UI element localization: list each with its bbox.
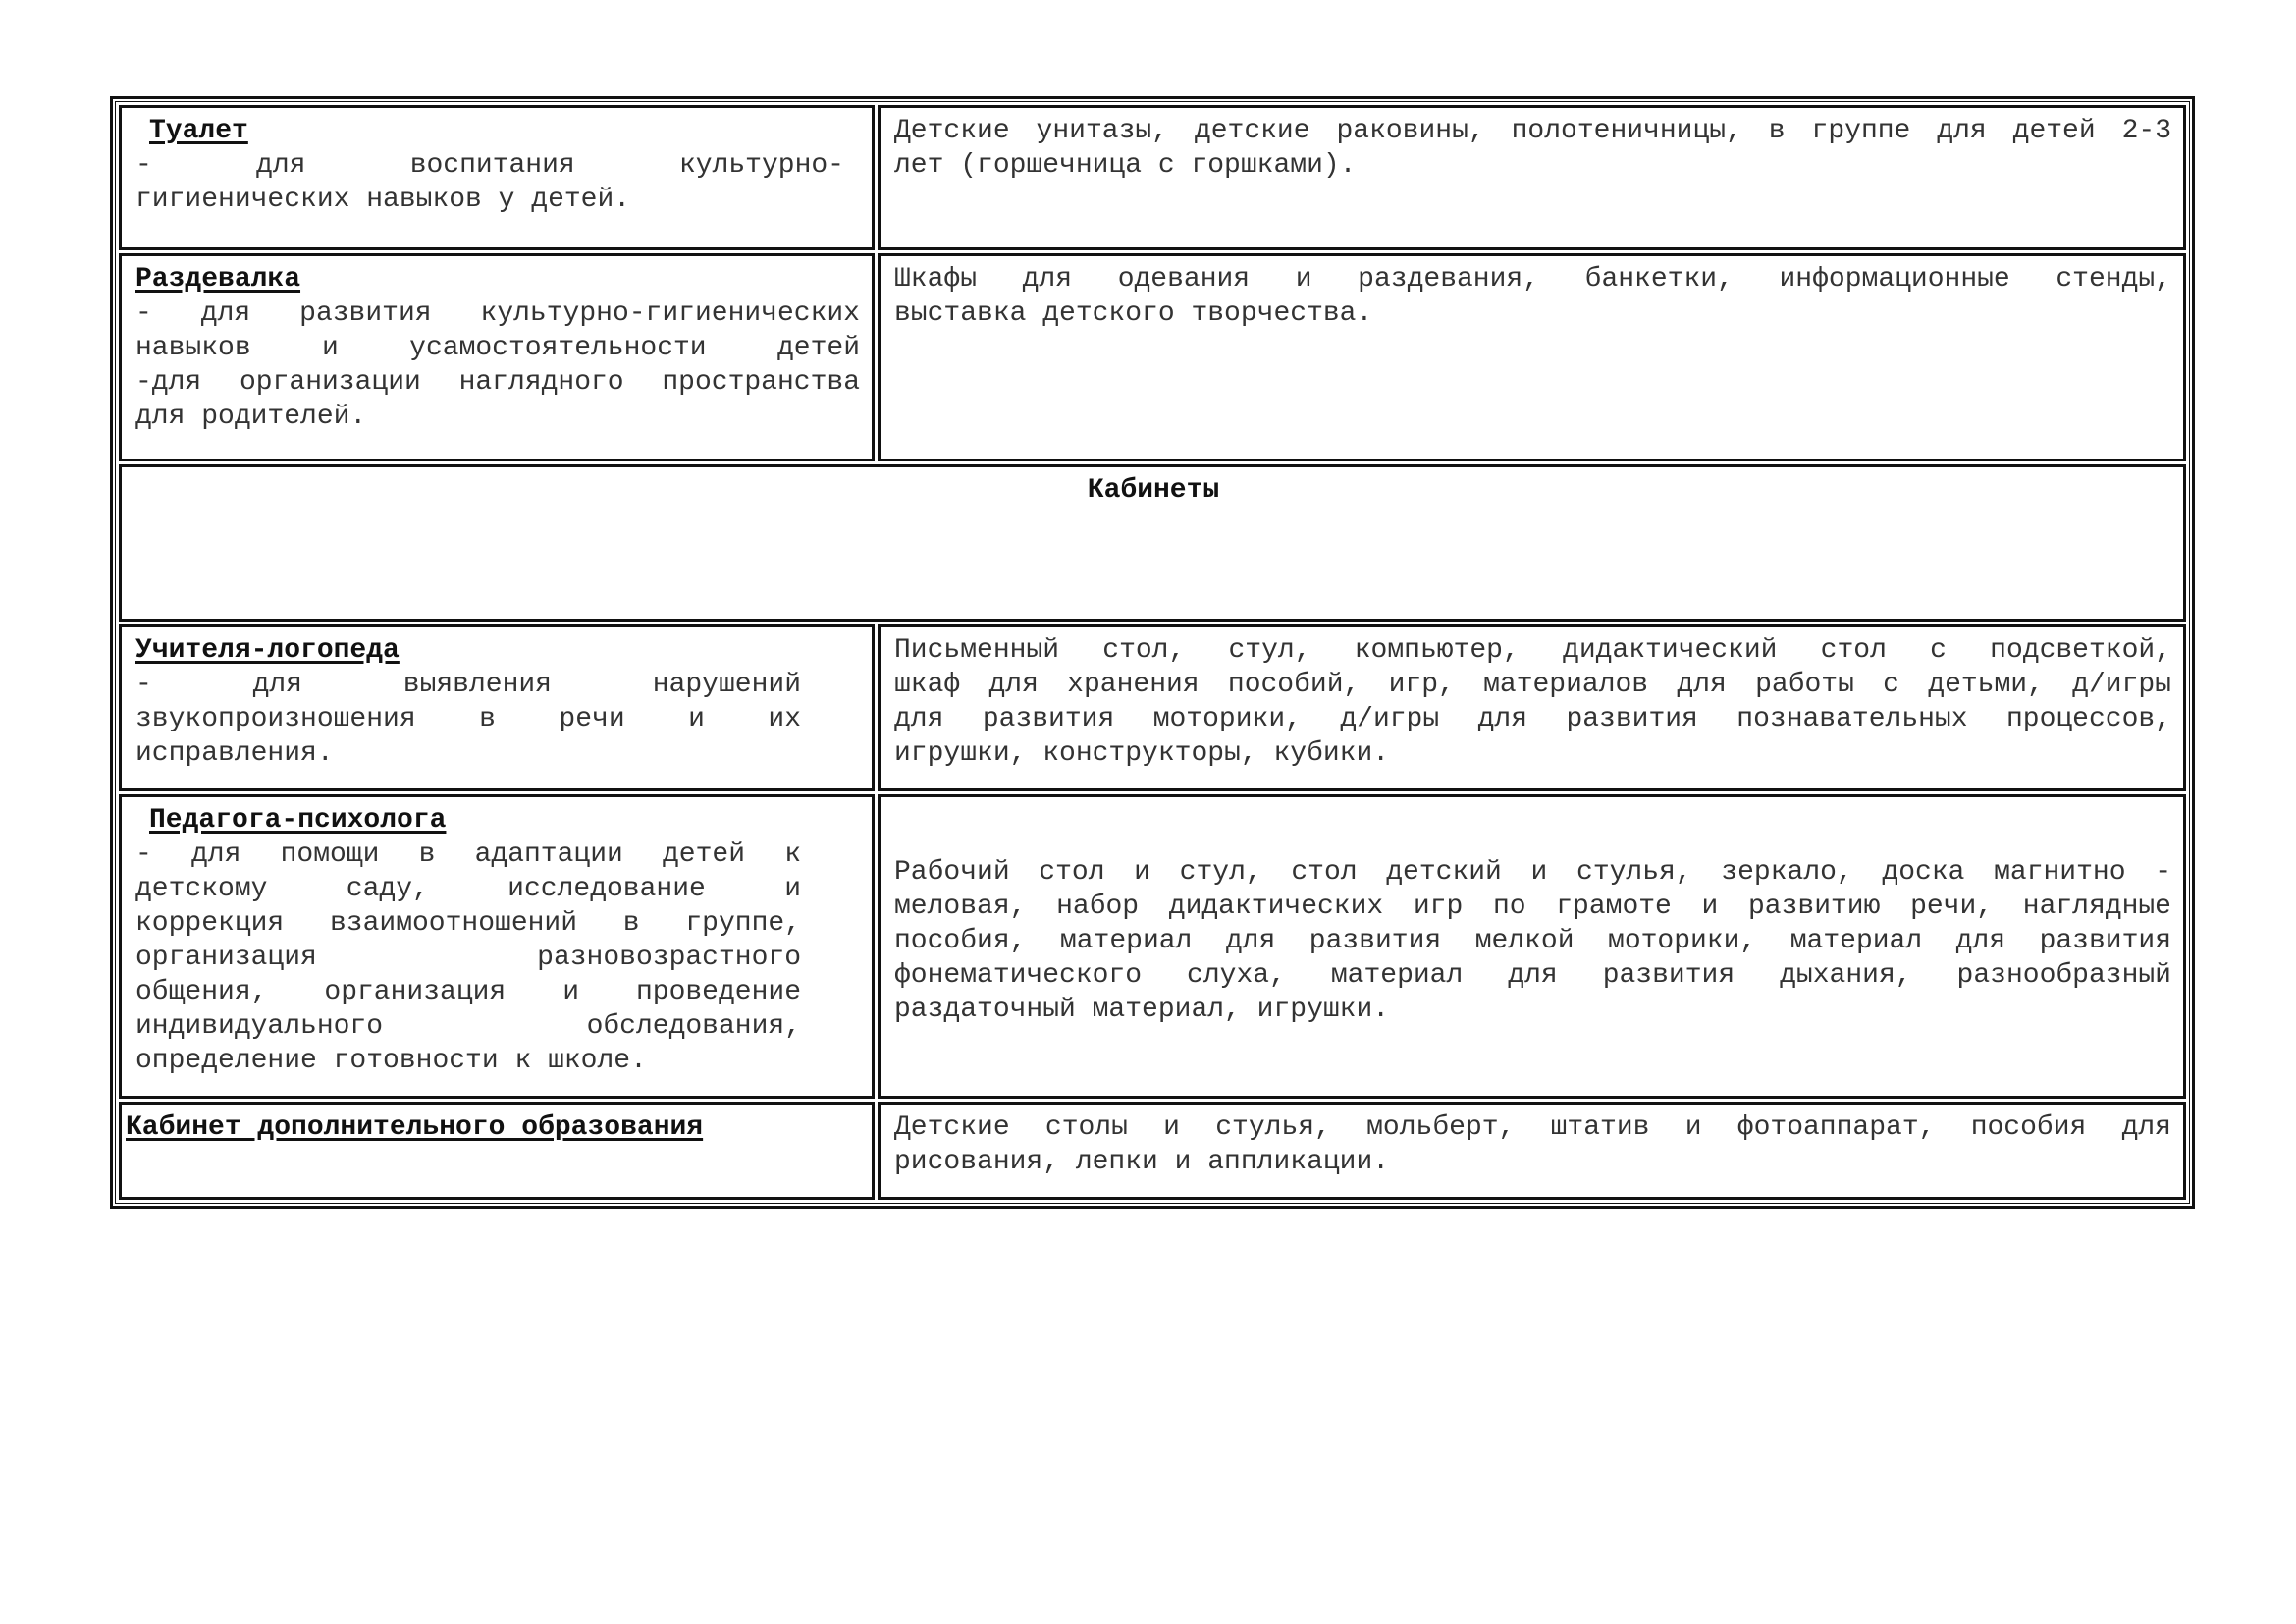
premise-title: Туалет [149, 116, 248, 146]
equipment-cell [878, 105, 2186, 250]
premise-title: Кабинет дополнительного образования [126, 1112, 704, 1143]
equipment-cell [878, 253, 2186, 461]
equipment-line: Детские столы и стулья, мольберт, штатив и фотоаппарат, пособия для [894, 1112, 2171, 1143]
table-row [119, 794, 2186, 1099]
premises-table [112, 98, 2193, 1207]
purpose-line: организация разновозрастного [135, 943, 801, 973]
premise-cell [119, 105, 875, 250]
purpose-line: звукопроизношения в речи и их [135, 704, 801, 734]
purpose-line: - для помощи в адаптации детей к [135, 839, 801, 870]
equipment-line: для развития моторики, д/игры для развития познавательных процессов, [894, 704, 2171, 734]
equipment-line: рисования, лепки и аппликации. [894, 1147, 1390, 1177]
purpose-line: - для развития культурно-гигиенических [135, 298, 860, 329]
equipment-line: игрушки, конструкторы, кубики. [894, 738, 1390, 769]
purpose-line: - для выявления нарушений [135, 670, 801, 700]
purpose-line: навыков и усамостоятельности детей [135, 333, 860, 363]
equipment-line: пособия, материал для развития мелкой моторики, материал для развития [894, 925, 2171, 956]
document-page [112, 98, 2193, 1207]
equipment-line: Шкафы для одевания и раздевания, банкетки, информационные стенды, [894, 264, 2171, 295]
equipment-line: лет (горшечница с горшками). [894, 150, 1357, 181]
purpose-line: -для организации наглядного пространства [135, 367, 860, 398]
equipment-cell [878, 1102, 2186, 1200]
premise-title: Раздевалка [135, 264, 301, 295]
premise-cell [119, 253, 875, 461]
equipment-cell [878, 624, 2186, 791]
purpose-line: определение готовности к школе. [135, 1046, 647, 1076]
purpose-line: детскому саду, исследование и [135, 874, 801, 904]
table-row [119, 253, 2186, 461]
equipment-line: раздаточный материал, игрушки. [894, 994, 1390, 1025]
purpose-line: гигиенических навыков у детей. [135, 185, 631, 215]
section-row [119, 464, 2186, 622]
purpose-line: для родителей. [135, 402, 367, 432]
purpose-line: индивидуального обследования, [135, 1011, 801, 1042]
purpose-line: исправления. [135, 738, 334, 769]
premise-cell [119, 1102, 875, 1200]
equipment-line: шкаф для хранения пособий, игр, материалов для работы с детьми, д/игры [894, 670, 2171, 700]
equipment-line: выставка детского творчества. [894, 298, 1373, 329]
premise-cell [119, 624, 875, 791]
table-row [119, 1102, 2186, 1200]
purpose-line: - для воспитания культурно- [135, 150, 844, 181]
equipment-line: Письменный стол, стул, компьютер, дидактический стол с подсветкой, [894, 635, 2171, 666]
premise-title: Учителя-логопеда [135, 635, 400, 666]
section-title: Кабинеты [119, 464, 2186, 622]
premise-title: Педагога-психолога [149, 805, 447, 836]
purpose-line: коррекция взаимоотношений в группе, [135, 908, 801, 939]
equipment-cell [878, 794, 2186, 1099]
purpose-line: общения, организация и проведение [135, 977, 801, 1007]
equipment-line: фонематического слуха, материал для развития дыхания, разнообразный [894, 959, 2171, 991]
equipment-line: Рабочий стол и стул, стол детский и стулья, зеркало, доска магнитно - [894, 856, 2171, 888]
equipment-line: меловая, набор дидактических игр по грамоте и развитию речи, наглядные [894, 891, 2171, 922]
premise-cell [119, 794, 875, 1099]
equipment-line: Детские унитазы, детские раковины, полотеничницы, в группе для детей 2-3 [894, 116, 2171, 146]
table-row [119, 105, 2186, 250]
table-row [119, 624, 2186, 791]
